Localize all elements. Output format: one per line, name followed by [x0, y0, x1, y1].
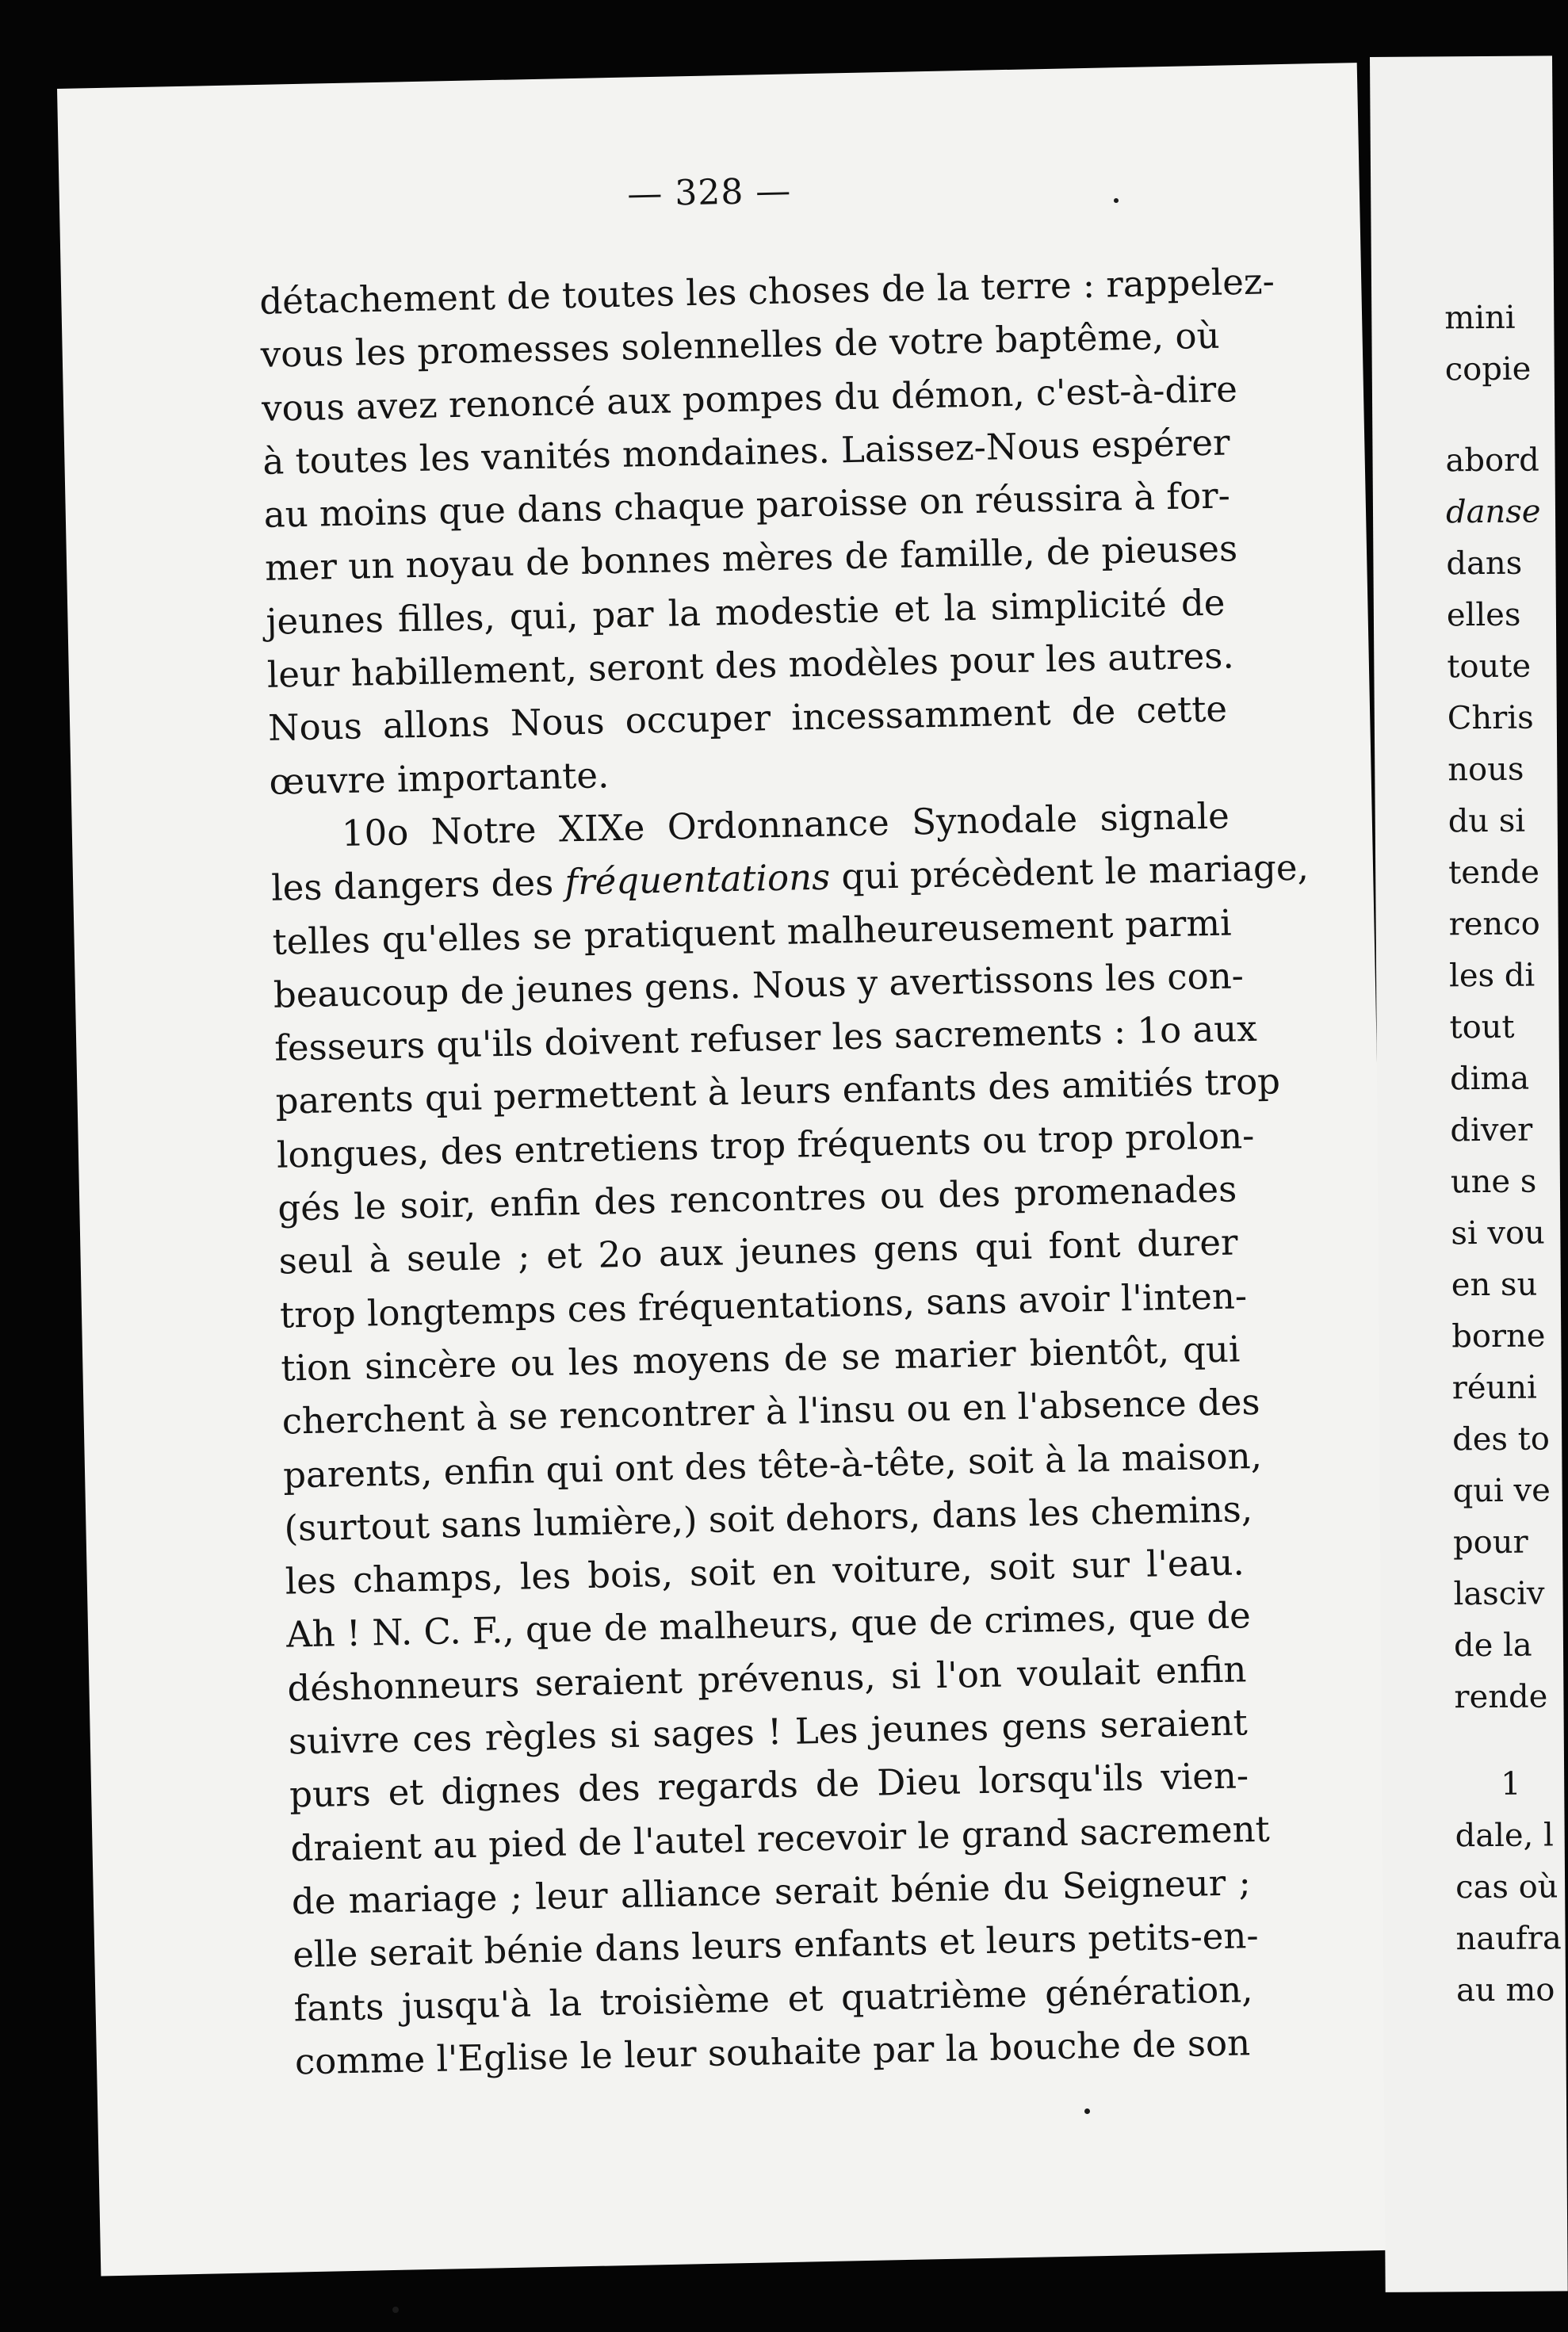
- adjacent-page-text: [1370, 55, 1562, 2009]
- text-line: telles qu'elles se pratiquent malheureusement parmi: [272, 901, 1232, 963]
- text-line: purs et dignes des regards de Dieu lorsqu'ils vien-: [289, 1754, 1249, 1816]
- fragment-line: Chris: [1447, 699, 1534, 737]
- fragment-line: lasciv: [1453, 1575, 1545, 1613]
- fragment-line: dima: [1449, 1060, 1530, 1098]
- fragment-line: elles: [1446, 596, 1521, 634]
- fragment-line: du si: [1448, 802, 1526, 840]
- fragment-line: mini: [1444, 299, 1516, 337]
- text-line: parents, enfin qui ont des tête-à-tête, soit à la maison,: [282, 1434, 1263, 1497]
- fragment-line: renco: [1448, 905, 1540, 943]
- fragment-line: rende: [1454, 1678, 1548, 1716]
- text-line: Nous allons Nous occuper incessamment de cette: [267, 687, 1228, 750]
- fragment-line: naufra: [1455, 1920, 1562, 1958]
- text-line: gés le soir, enfin des rencontres ou des promenades: [277, 1168, 1237, 1229]
- fragment-line: des to: [1452, 1420, 1551, 1458]
- text-line: Ah ! N. C. F., que de malheurs, que de crimes, que de: [285, 1594, 1252, 1657]
- fragment-line: dale, l: [1455, 1817, 1554, 1855]
- fragment-line: tende: [1448, 854, 1540, 892]
- text-line: à toutes les vanités mondaines. Laissez-Nous espérer: [262, 421, 1230, 483]
- speck: [1084, 2108, 1090, 2114]
- text-line: draient au pied de l'autel recevoir le grand sacrement: [290, 1807, 1271, 1870]
- fragment-line: abord: [1445, 442, 1539, 480]
- text-line: déshonneurs seraient prévenus, si l'on voulait enfin: [287, 1648, 1247, 1710]
- fragment-line: dans: [1446, 545, 1523, 583]
- fragment-line: tout: [1449, 1008, 1515, 1046]
- text-line: jeunes filles, qui, par la modestie et la simplicité de: [266, 581, 1226, 643]
- fragment-line: les di: [1448, 957, 1535, 995]
- text-line: vous les promesses solennelles de votre baptême, où: [260, 314, 1221, 377]
- text-line: longues, des entretiens trop fréquents ou trop prolon-: [276, 1114, 1255, 1176]
- speck: [392, 2307, 399, 2313]
- speck: [1114, 198, 1119, 203]
- fragment-line: qui ve: [1452, 1472, 1551, 1510]
- main-page: [57, 63, 1401, 2276]
- text-line: elle serait bénie dans leurs enfants et leurs petits-en-: [292, 1914, 1260, 1976]
- text-line: au moins que dans chaque paroisse on réussira à for-: [263, 474, 1231, 537]
- text-line: de mariage ; leur alliance serait bénie du Seigneur ;: [291, 1861, 1252, 1923]
- text-line: tion sincère ou les moyens de se marier bientôt, qui: [280, 1328, 1241, 1390]
- text-line: beaucoup de jeunes gens. Nous y avertissons les con-: [273, 954, 1245, 1016]
- text-line: parents qui permettent à leurs enfants des amitiés trop: [275, 1060, 1281, 1123]
- main-text: [258, 256, 1310, 2089]
- text-line: mer un noyau de bonnes mères de famille, de pieuses: [264, 527, 1238, 590]
- text-line: détachement de toutes les choses de la terre : rappelez-: [258, 260, 1275, 323]
- text-line: fants jusqu'à la troisième et quatrième génération,: [293, 1967, 1253, 2029]
- text-line: suivre ces règles si sages ! Les jeunes gens seraient: [288, 1701, 1249, 1763]
- fragment-line: copie: [1444, 350, 1532, 388]
- text-line: les dangers des fréquentations qui précèdent le mariage,: [270, 846, 1310, 910]
- fragment-line: au mo: [1455, 1971, 1555, 2009]
- text-line: 10o Notre XIXe Ordonnance Synodale signale: [341, 794, 1230, 854]
- page-number: — 328 —: [626, 170, 792, 215]
- fragment-line: de la: [1453, 1627, 1532, 1665]
- fragment-line: pour: [1452, 1523, 1528, 1562]
- adjacent-page: [1370, 55, 1568, 2292]
- fragment-line: diver: [1450, 1111, 1533, 1149]
- text-line: cherchent à se rencontrer à l'insu ou en l'absence des: [281, 1381, 1260, 1443]
- text-line: leur habillement, seront des modèles pour les autres.: [266, 634, 1235, 696]
- text-line: (surtout sans lumière,) soit dehors, dans les chemins,: [283, 1487, 1253, 1550]
- text-line: fesseurs qu'ils doivent refuser les sacrements : 1o aux: [273, 1007, 1258, 1069]
- fragment-line: en su: [1451, 1266, 1538, 1304]
- fragment-line: réuni: [1451, 1369, 1537, 1407]
- text-line: trop longtemps ces fréquentations, sans avoir l'inten-: [279, 1274, 1248, 1336]
- fragment-line: si vou: [1451, 1214, 1546, 1252]
- fragment-line: borne: [1451, 1317, 1546, 1355]
- fragment-line: cas où: [1455, 1868, 1558, 1906]
- text-line: les champs, les bois, soit en voiture, soit sur l'eau.: [285, 1541, 1245, 1603]
- text-line: seul à seule ; et 2o aux jeunes gens qui font durer: [278, 1221, 1239, 1283]
- fragment-line: une s: [1450, 1163, 1537, 1201]
- text-line: œuvre importante.: [269, 753, 610, 803]
- fragment-line: 1: [1501, 1765, 1521, 1803]
- text-line: vous avez renoncé aux pompes du démon, c'est-à-dire: [261, 367, 1238, 430]
- fragment-line: toute: [1447, 648, 1532, 686]
- fragment-line: danse: [1445, 493, 1541, 531]
- text-line: comme l'Eglise le leur souhaite par la bouche de son: [294, 2021, 1251, 2083]
- fragment-line: nous: [1448, 751, 1524, 789]
